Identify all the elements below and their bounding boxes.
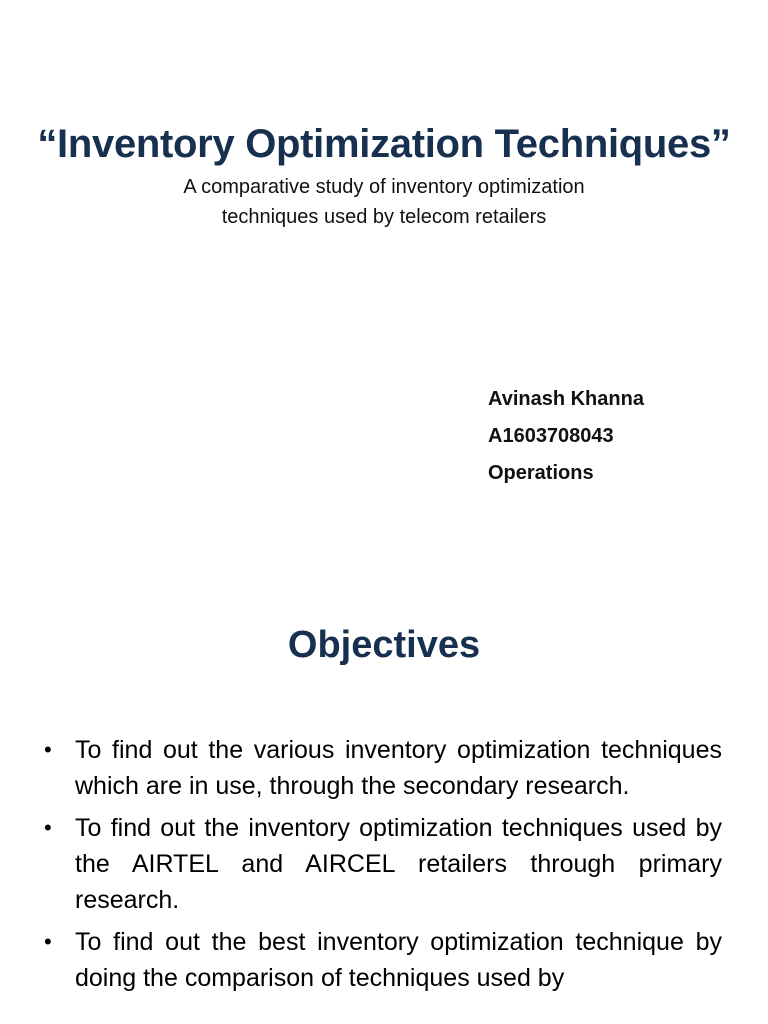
bullet-icon: • xyxy=(44,737,52,762)
bullet-text: To find out the inventory optimization techniques used by the AIRTEL and AIRCEL retailers through primary research. xyxy=(75,814,722,914)
author-id: A1603708043 xyxy=(488,425,614,447)
author-department: Operations xyxy=(488,462,594,484)
objectives-slide xyxy=(0,576,768,1024)
objectives-heading: Objectives xyxy=(287,624,481,666)
list-item xyxy=(40,810,722,918)
author-name: Avinash Khanna xyxy=(488,388,644,410)
list-item xyxy=(40,732,722,804)
objectives-list xyxy=(40,732,722,1002)
bullet-text: To find out the best inventory optimization technique by doing the comparison of techniques used by xyxy=(75,928,722,992)
bullet-text: To find out the various inventory optimization techniques which are in use, through the secondary research. xyxy=(75,736,722,800)
subtitle-line-1: A comparative study of inventory optimization xyxy=(183,176,585,198)
author-block xyxy=(488,381,644,492)
list-item xyxy=(40,924,722,996)
presentation-subtitle xyxy=(0,172,768,232)
bullet-icon: • xyxy=(44,929,52,954)
subtitle-line-2: techniques used by telecom retailers xyxy=(221,206,547,228)
bullet-icon: • xyxy=(44,815,52,840)
presentation-title: “Inventory Optimization Techniques” xyxy=(37,122,731,166)
